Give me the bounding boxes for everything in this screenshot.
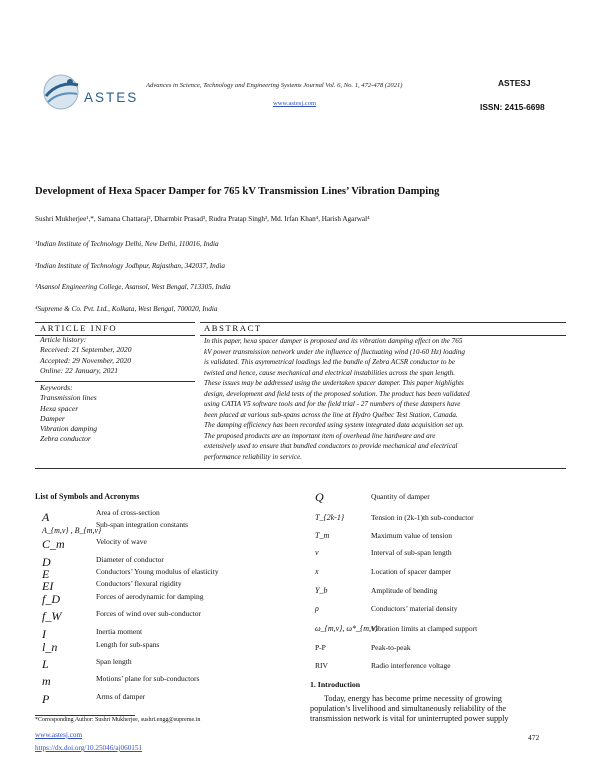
symbol-desc: Tension in (2k-1)th sub-conductor (371, 513, 474, 522)
symbol-row (42, 535, 65, 553)
symbol-desc: Motions’ plane for sub-conductors (96, 674, 200, 683)
footnote-divider (35, 715, 135, 716)
symbol-desc: Inertia moment (96, 627, 143, 636)
symbol-desc: Location of spacer damper (371, 567, 452, 576)
symbol-desc: Length for sub-spans (96, 640, 160, 649)
symbol-desc: Velocity of wave (96, 537, 147, 546)
symbol-desc: Radio interference voltage (371, 661, 451, 670)
astesj-label: ASTESJ (498, 78, 531, 88)
received-date: Received: 21 September, 2020 (40, 345, 132, 355)
logo-text: ASTES (84, 90, 139, 105)
symbol: EI (42, 579, 54, 593)
paper-title: Development of Hexa Spacer Damper for 765 kV Transmission Lines’ Vibration Damping (35, 186, 440, 197)
symbol-row (42, 672, 51, 690)
symbol-desc: Conductors’ flexural rigidity (96, 579, 182, 588)
symbol: T_m (315, 531, 330, 540)
symbol-desc: Span length (96, 657, 132, 666)
symbol-desc: Area of cross-section (96, 508, 160, 517)
abstract-line: design, development and field tests of the proposed solution. The product has been validated (204, 389, 470, 398)
symbols-heading: List of Symbols and Acronyms (35, 492, 140, 501)
symbol: E (42, 567, 50, 581)
symbol: ρ (315, 604, 319, 613)
intro-line: transmission network is vital for uninterrupted power supply (310, 714, 509, 724)
symbol: l_n (42, 640, 58, 654)
page-number: 472 (528, 733, 540, 742)
issn-label: ISSN: 2415-6698 (480, 102, 545, 112)
abstract-line: The damping efficiency has been recorded using system integrated data acquisition set up. (204, 421, 464, 429)
symbol: A (42, 510, 50, 524)
symbol-desc: Maximum value of tension (371, 531, 453, 540)
abstract-line: kV power transmission network under the influence of fluctuating wind (10-60 Hz) loading (204, 347, 465, 356)
keywords-block (40, 383, 196, 445)
abstract-text (204, 336, 564, 462)
journal-line: Advances in Science, Technology and Engineering Systems Journal Vol. 6, No. 1, 472-478 (2021) (146, 82, 403, 89)
symbol-row (42, 607, 61, 625)
symbol: f_D (42, 592, 60, 606)
article-info-heading: ARTICLE INFO (40, 323, 118, 333)
symbol: C_m (42, 537, 65, 551)
article-history (40, 335, 196, 376)
footer-url-link[interactable]: www.astesj.com (35, 731, 83, 739)
abstract-line: In this paper, hexa spacer damper is proposed and its vibration damping effect on the 765 (204, 337, 463, 345)
symbol-desc: Conductors’ material density (371, 604, 458, 613)
symbol-desc: Amplitude of bending (371, 586, 438, 595)
symbol-row (42, 655, 49, 673)
symbol-desc: Interval of sub-span length (371, 548, 452, 557)
symbol-row (42, 590, 60, 608)
divider (35, 381, 195, 382)
symbol: I (42, 627, 46, 641)
keyword-item: Zebra conductor (40, 434, 91, 444)
symbol: x (315, 567, 319, 576)
symbol: m (42, 674, 51, 688)
symbol: ω_{m,v}, ω*_{m,v} (315, 624, 378, 633)
symbol-desc: Diameter of conductor (96, 555, 164, 564)
affiliation-4: ⁴Supreme & Co. Pvt. Ltd., Kolkata, West Bengal, 700020, India (35, 305, 218, 313)
abstract-line: twisted and hence, cause mechanical and electrical instabilities across the span length. (204, 368, 456, 377)
abstract-line: performance reliability in service. (204, 452, 302, 461)
corresponding-author: *Corresponding Author: Sushri Mukherjee, sushri.engg@supreme.in (35, 717, 201, 723)
intro-line: population’s livelihood and simultaneously reliability of the (310, 704, 507, 714)
symbol-desc: Conductors’ Young modulus of elasticity (96, 567, 219, 576)
symbol: A_{m,v} , B_{m,v} (42, 526, 102, 535)
divider (35, 468, 566, 469)
accepted-date: Accepted: 29 November, 2020 (40, 355, 132, 365)
abstract-line: The proposed products are an important item of overhead line hardware and are (204, 431, 436, 440)
author-list: Sushri Mukherjee¹,*, Samana Chattaraj², Dharmbir Prasad³, Rudra Pratap Singh³, Md. Irfan Khan⁴, Harish Agarwal⁴ (35, 215, 370, 223)
symbol: f_W (42, 609, 62, 623)
symbol-desc: Sub-span integration constants (96, 520, 189, 529)
symbol-row (42, 638, 57, 656)
abstract-heading: ABSTRACT (204, 323, 262, 333)
symbol: RIV (315, 661, 328, 670)
abstract-line: extensively used to ensure that bundled conductors to provide mechanical and electrical (204, 442, 458, 450)
symbol: P-P (315, 643, 326, 652)
symbol-desc: Vibration limits at clamped support (371, 624, 478, 633)
introduction-text (310, 694, 566, 725)
symbol: Y_b (315, 586, 328, 595)
symbol: v (315, 548, 319, 557)
abstract-line: These issues may be addressed using the undertaken spacer damper. This paper highlights (204, 379, 464, 387)
keyword-item: Hexa spacer (40, 403, 79, 413)
introduction-heading: 1. Introduction (310, 680, 361, 689)
keyword-item: Vibration damping (40, 424, 98, 434)
symbol-row (42, 690, 49, 708)
affiliation-3: ³Asansol Engineering College, Asansol, West Bengal, 713305, India (35, 283, 231, 291)
symbol: Q (315, 490, 324, 504)
keyword-item: Damper (40, 413, 65, 423)
astes-logo-icon (40, 72, 82, 112)
symbol-desc: Quantity of damper (371, 492, 430, 501)
abstract-line: is validated. This asymmetrical loadings led the bundle of Zebra ACSR conductor to be (204, 358, 456, 366)
history-label: Article history: (40, 335, 87, 344)
abstract-line: been placed at various sub-spans across the line at Hydro Québec Test Station, Canada. (204, 410, 458, 419)
symbol: D (42, 555, 51, 569)
doi-link[interactable]: https://dx.doi.org/10.25046/aj060151 (35, 744, 143, 752)
abstract-line: using CATIA V5 software tools and for the field trial - 27 numbers of these dampers have (204, 400, 461, 408)
symbol: T_{2k-1} (315, 513, 345, 522)
online-date: Online: 22 January, 2021 (40, 365, 119, 375)
symbol-desc: Forces of wind over sub-conductor (96, 609, 201, 618)
keyword-item: Transmission lines (40, 393, 97, 403)
intro-line: Today, energy has become prime necessity of growing (324, 694, 502, 703)
keywords-label: Keywords: (40, 383, 73, 392)
symbol-desc: Forces of aerodynamic for damping (96, 592, 204, 601)
journal-url-link[interactable]: www.astesj.com (273, 100, 317, 107)
symbol-desc: Peak-to-peak (371, 643, 411, 652)
affiliation-1: ¹Indian Institute of Technology Delhi, New Delhi, 110016, India (35, 240, 219, 248)
symbol: L (42, 657, 49, 671)
symbol: P (42, 692, 50, 706)
symbol-desc: Arms of damper (96, 692, 146, 701)
affiliation-2: ²Indian Institute of Technology Jodhpur, Rajasthan, 342037, India (35, 262, 225, 270)
